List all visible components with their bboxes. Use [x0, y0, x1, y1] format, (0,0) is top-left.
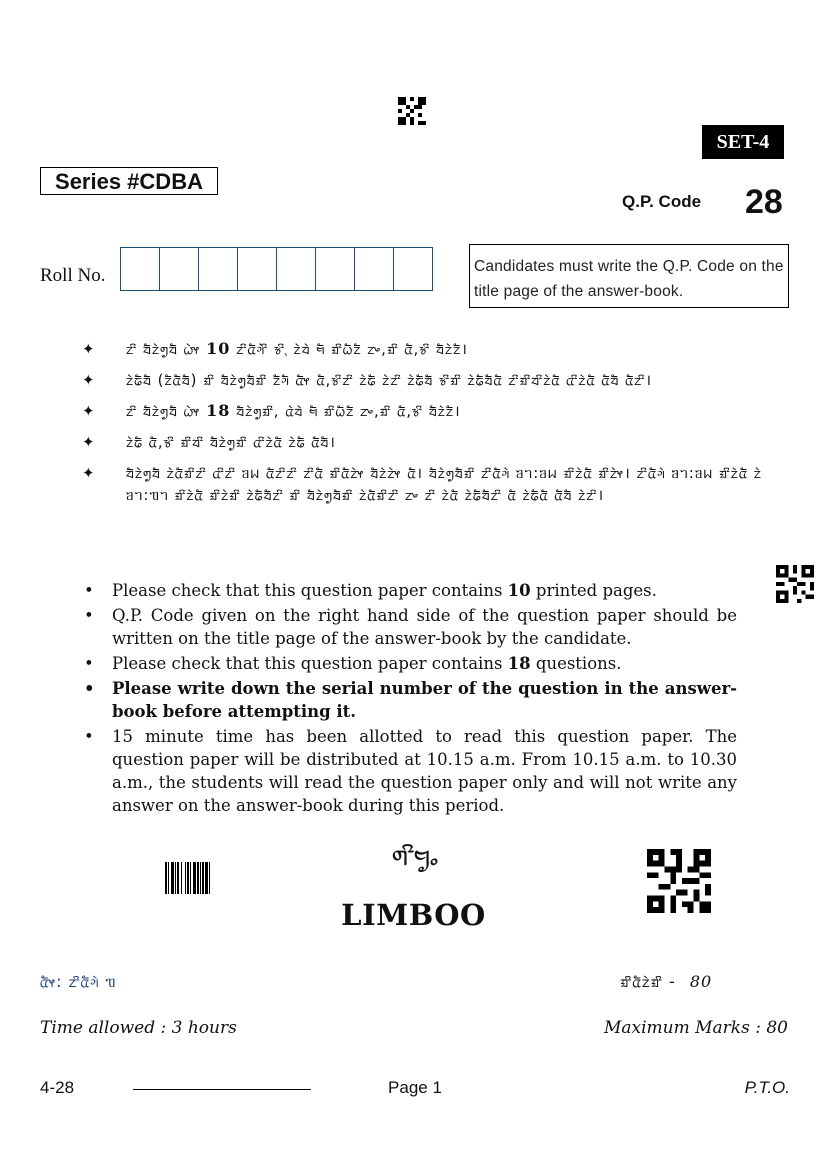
- footer-paper-code: 4-28: [40, 1078, 75, 1097]
- star-bullet-icon: ✦: [82, 371, 96, 389]
- max-marks: Maximum Marks : 80: [603, 1018, 788, 1038]
- limbu-instruction-text: ᤁᤡᤂᤠᤆᤧᤡ ᤃᤡᤷ ᤁᤧᤔᤧ ᤗᤠ ᤀᤡᤐᤠᤁᤠ ᤁᤴ,ᤀᤡ ᤂᤠ,ᤃᤡ ᤔᤠᤁᤧᤁᤠ।: [230, 340, 468, 358]
- limbu-instruction-text: ᤁᤧᤒᤠ ᤂᤠ,ᤃᤡ ᤀᤡᤔᤡ ᤔᤠᤁᤧᤛᤢᤀᤡ ᤂᤡᤁᤧᤂᤠ ᤁᤧᤒᤠ ᤂᤠᤔᤠ।: [126, 433, 336, 451]
- english-instruction-text: 15 minute time has been allotted to read this question paper. The question paper will be distributed at 10.15 a.m. From 10.15 a.m. to 10.30 a.m., the students will read the question paper only and will not write any answer on the answer-book during this period.: [112, 727, 737, 815]
- roll-no-boxes[interactable]: [120, 247, 433, 291]
- limbu-instruction-item: [82, 338, 782, 360]
- english-instructions: [82, 579, 737, 819]
- time-limbu: ᤂᤠᤶ: ᤁᤡᤂᤠᤆᤧ ᥓ: [40, 972, 117, 991]
- roll-no-cell[interactable]: [355, 248, 394, 290]
- barcode: [165, 862, 235, 898]
- english-instruction-text: Please check that this question paper contains: [112, 654, 508, 673]
- roll-no-cell[interactable]: [394, 248, 432, 290]
- qr-code-top: [398, 97, 426, 125]
- roll-no-cell[interactable]: [316, 248, 355, 290]
- limbu-instruction-item: [82, 400, 782, 422]
- star-bullet-icon: ✦: [82, 340, 96, 358]
- roll-no-cell[interactable]: [277, 248, 316, 290]
- limbu-instruction-text: ᤁᤡ ᤔᤠᤁᤧᤛᤢᤔᤠ ᤐᤧᤶ: [126, 340, 207, 358]
- bullet-icon: •: [84, 581, 94, 600]
- limbu-instruction-number: 10: [206, 339, 231, 358]
- series-label: [40, 167, 218, 195]
- english-instruction-text: Please write down the serial number of the question in the answer-book before attempting it.: [112, 679, 737, 721]
- limbu-instruction-text: ᤁᤡ ᤔᤠᤁᤧᤛᤢᤔᤠ ᤐᤧᤶ: [126, 402, 207, 420]
- star-bullet-icon: ✦: [82, 433, 96, 451]
- footer-divider: [133, 1089, 311, 1090]
- limbu-instruction-text: ᤔᤠᤁᤧᤛᤢᤔᤠ ᤁᤧᤂᤠᤀᤡᤁᤡ ᤂᤡᤁᤡ ᥑᥕ ᤂᤠᤁᤡᤁᤡ ᤁᤡᤂᤠ ᤀᤡᤂᤠᤁᤧᤶ ᤔᤠᤁᤧᤁᤧᤶ ᤂᤠ। ᤔᤠᤁᤧᤛᤢᤔᤠᤀᤡ ᤁᤡᤂᤠᤆᤧ ᥑᥐ:ᥑᥕ ᤀᤡᤁᤧᤂᤠ ᤀᤡᤁᤧᤶ। ᤁᤡᤂᤠᤆᤧ ᥑᥐ:ᥑᥕ ᤀᤡᤁᤧᤂᤠ ᤁᤧ ᥑᥐ:ᥓᥐ ᤀᤡᤁᤧᤂᤠ ᤀᤡᤁᤧᤀᤡ ᤁᤧᤒᤠᤔᤠᤁᤡ ᤀᤡ ᤔᤠᤁᤧᤛᤢᤔᤠᤀᤡ ᤁᤧᤂᤠᤀᤡᤁᤡ ᤁᤴ ᤁᤡ ᤁᤧᤂᤠ ᤁᤧᤒᤠᤔᤠᤁᤡ ᤂᤠ ᤁᤧᤒᤠᤂᤠ ᤂᤠᤔᤠ ᤁᤧᤁᤡ।: [126, 464, 762, 504]
- qp-code-value: 28: [745, 183, 783, 221]
- bullet-icon: •: [84, 679, 95, 698]
- marks-limbu-number: 80: [689, 972, 713, 991]
- candidate-notice: Candidates must write the Q.P. Code on the title page of the answer-book.: [469, 244, 789, 308]
- english-instruction-text: Please check that this question paper contains: [112, 581, 508, 600]
- qr-code-side: [776, 565, 814, 603]
- roll-no-cell[interactable]: [238, 248, 277, 290]
- bullet-icon: •: [84, 654, 94, 673]
- marks-limbu-label: ᤀᤡᤂᤠᤁᤧᤀᤡ -: [620, 972, 676, 991]
- limbu-instruction-text: ᤁᤧᤒᤠᤔᤠ (ᤁᤠᤂᤠᤔᤠ) ᤀᤡ ᤔᤠᤁᤧᤛᤢᤔᤠᤀᤡ ᤁᤠᤆᤠ ᤂᤠᤶ ᤂᤠ,ᤃᤡᤁᤡ ᤁᤧᤒᤠ ᤁᤧᤁᤡ ᤁᤧᤒᤠᤔᤠ ᤃᤡᤀᤡ ᤁᤧᤒᤠᤔᤠᤂᤠ ᤁᤡᤀᤡᤔᤡᤁᤧᤂᤠ ᤂᤡᤁᤧᤂᤠ ᤂᤠᤔᤠ ᤂᤠᤁᤡ।: [126, 371, 653, 389]
- star-bullet-icon: ✦: [82, 464, 96, 482]
- limbu-instruction-number: 18: [206, 401, 231, 420]
- roll-no-cell[interactable]: [121, 248, 160, 290]
- footer-pto: P.T.O.: [744, 1078, 790, 1097]
- footer-page-number: Page 1: [388, 1078, 442, 1097]
- star-bullet-icon: ✦: [82, 402, 96, 420]
- time-allowed: Time allowed : 3 hours: [40, 1018, 237, 1038]
- roll-no-label: Roll No.: [40, 265, 106, 286]
- series-text: Series #CDBA: [55, 169, 203, 194]
- english-instruction-text: 10: [507, 581, 531, 600]
- limbu-instruction-item: [82, 369, 782, 391]
- roll-no-cell[interactable]: [199, 248, 238, 290]
- english-instruction-item: [82, 652, 737, 675]
- limbu-instruction-text: ᤔᤠᤁᤧᤛᤢᤀᤡ, ᤂᤧᤔᤧ ᤗᤠ ᤀᤡᤐᤠᤁᤠ ᤁᤴ,ᤀᤡ ᤂᤠ,ᤃᤡ ᤔᤠᤁᤧᤁᤠ।: [230, 402, 461, 420]
- qr-code-main: [647, 849, 711, 913]
- bullet-icon: •: [84, 727, 94, 746]
- bullet-icon: •: [84, 606, 94, 625]
- english-instruction-item: [82, 579, 737, 602]
- english-instruction-text: Q.P. Code given on the right hand side of the question paper should be written on the title page of the answer-book by the candidate.: [112, 606, 737, 648]
- limbu-instructions: [82, 338, 782, 515]
- english-instruction-item: [82, 725, 737, 817]
- english-instruction-item: [82, 677, 737, 723]
- english-instruction-text: questions.: [530, 654, 622, 673]
- set-label: SET-4: [702, 125, 784, 159]
- subject-name: LIMBOO: [341, 898, 486, 932]
- marks-limbu: [620, 972, 712, 992]
- subject-limbu-name: ᤛᤡᤗᤢᤱ: [391, 838, 439, 873]
- qp-code-label: Q.P. Code: [622, 192, 702, 211]
- roll-no-cell[interactable]: [160, 248, 199, 290]
- limbu-instruction-item: [82, 462, 782, 506]
- english-instruction-text: 18: [507, 654, 531, 673]
- english-instruction-text: printed pages.: [530, 581, 657, 600]
- english-instruction-item: [82, 604, 737, 650]
- limbu-instruction-item: [82, 431, 782, 453]
